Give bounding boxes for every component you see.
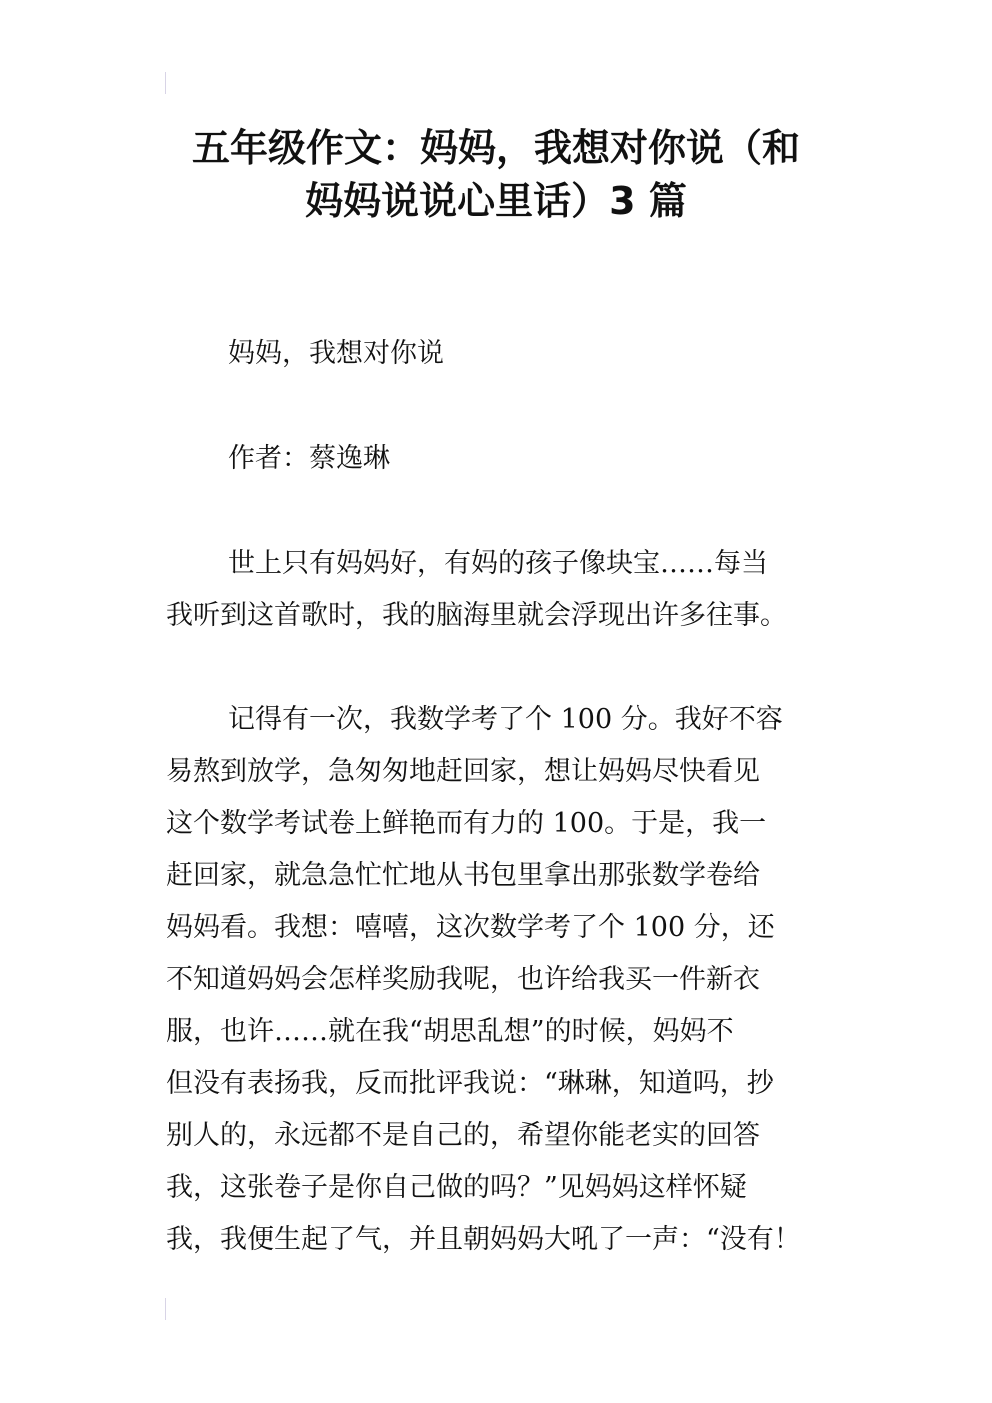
document-title: [140, 122, 852, 228]
paragraph-line: 我，这张卷子是你自己做的吗？”见妈妈这样怀疑: [166, 1172, 747, 1203]
page-edge-mark: [165, 1298, 166, 1320]
paragraph-line: 我，我便生起了气，并且朝妈妈大吼了一声：“没有！: [166, 1224, 801, 1255]
paragraph-line: 我听到这首歌时，我的脑海里就会浮现出许多往事。: [166, 600, 787, 631]
page-edge-mark: [165, 72, 166, 94]
paragraph-line: 但没有表扬我，反而批评我说：“琳琳，知道吗，抄: [166, 1068, 774, 1099]
subtitle-text: 妈妈，我想对你说: [228, 338, 444, 369]
paragraph-line: 世上只有妈妈好，有妈的孩子像块宝……每当: [228, 548, 768, 579]
author-line: [166, 433, 836, 485]
essay-subtitle: [166, 328, 836, 380]
paragraph-2: [166, 694, 836, 1266]
paragraph-line: 服，也许……就在我“胡思乱想”的时候，妈妈不: [166, 1016, 734, 1047]
paragraph-line: 妈妈看。我想：嘻嘻，这次数学考了个 100 分，还: [166, 912, 775, 943]
title-line: 五年级作文：妈妈，我想对你说（和: [191, 126, 800, 170]
paragraph-line: 赶回家，就急急忙忙地从书包里拿出那张数学卷给: [166, 860, 760, 891]
paragraph-line: 别人的，永远都不是自己的，希望你能老实的回答: [166, 1120, 760, 1151]
paragraph-1: [166, 538, 836, 642]
author-text: 作者：蔡逸琳: [228, 443, 390, 474]
paragraph-line: 记得有一次，我数学考了个 100 分。我好不容: [228, 704, 783, 735]
title-line: 妈妈说说心里话）3 篇: [305, 179, 687, 223]
paragraph-line: 易熬到放学，急匆匆地赶回家，想让妈妈尽快看见: [166, 756, 760, 787]
paragraph-line: 这个数学考试卷上鲜艳而有力的 100。于是，我一: [166, 808, 767, 839]
paragraph-line: 不知道妈妈会怎样奖励我呢，也许给我买一件新衣: [166, 964, 760, 995]
